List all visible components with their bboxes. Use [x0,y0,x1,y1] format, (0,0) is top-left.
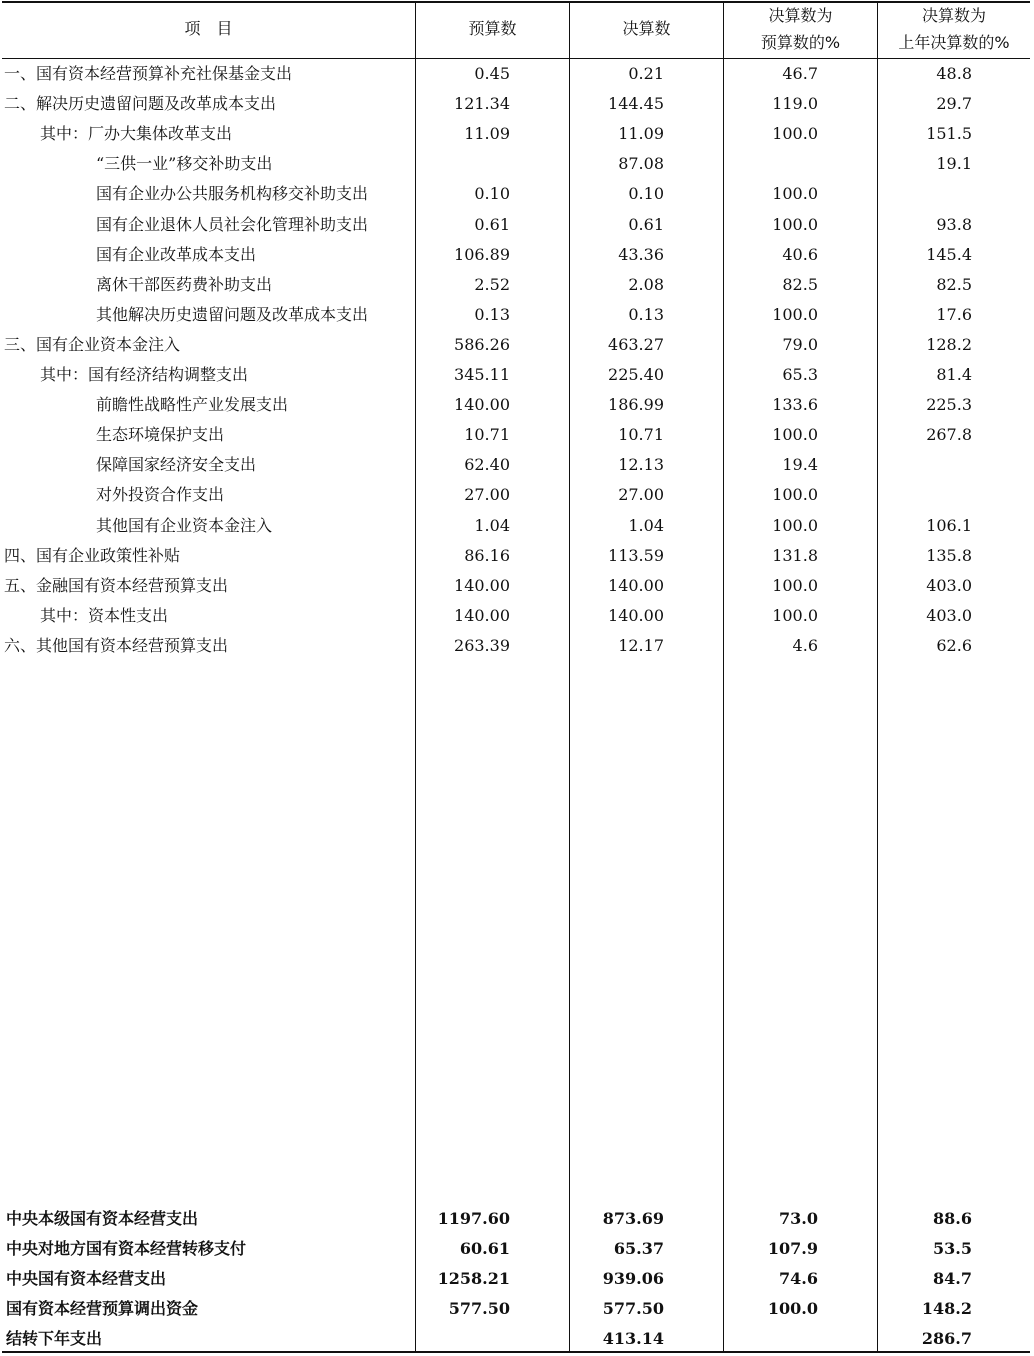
expenditure-table [2,1,1030,1354]
cell-actual: 0.21 [628,64,664,83]
table-row [2,480,1030,510]
row-label: 五、金融国有资本经营预算支出 [4,575,229,595]
table-row [2,360,1030,390]
cell-ratio-budget: 100.0 [772,515,818,535]
cell-actual: 225.40 [608,365,664,384]
table-row [2,240,1030,270]
table-row [2,631,1030,661]
table-row [2,1324,1030,1354]
row-label: 中央对地方国有资本经营转移支付 [6,1239,247,1259]
header-ratio-budget-line1: 决算数为 [768,6,833,25]
cell-ratio-prev: 19.1 [936,154,972,174]
table-row [2,511,1030,541]
cell-ratio-budget: 100.0 [772,485,818,505]
cell-ratio-budget: 65.3 [782,365,818,384]
cell-ratio-prev: 82.5 [936,274,972,294]
table-row [2,179,1030,209]
row-label: 中央国有资本经营支出 [6,1269,167,1289]
row-label: 结转下年支出 [6,1329,103,1349]
cell-budget: 140.00 [454,605,510,625]
row-label: 其中：厂办大集体改革支出 [40,124,233,144]
cell-budget: 27.00 [464,485,510,505]
cell-actual: 65.37 [613,1239,664,1259]
row-label: 国有企业办公共服务机构移交补助支出 [96,184,369,204]
table-row [2,1264,1030,1294]
cell-actual: 186.99 [608,395,664,415]
cell-actual: 113.59 [608,545,664,565]
row-label: 生态环境保护支出 [96,425,225,445]
table-row [2,119,1030,149]
row-label: 其他解决历史遗留问题及改革成本支出 [96,304,369,324]
cell-actual: 11.09 [618,124,664,144]
cell-budget: 586.26 [454,334,510,354]
header-budget: 预算数 [468,19,517,38]
cell-ratio-prev: 403.0 [926,605,972,625]
cell-actual: 463.27 [608,334,664,354]
cell-budget: 263.39 [454,635,510,655]
cell-actual: 10.71 [618,425,664,445]
cell-actual: 43.36 [618,244,664,264]
cell-ratio-budget: 40.6 [782,244,818,264]
row-label: 二、解决历史遗留问题及改革成本支出 [4,94,277,114]
cell-actual: 0.13 [628,304,664,324]
cell-ratio-prev: 29.7 [936,94,972,114]
cell-actual: 0.61 [628,214,664,234]
cell-ratio-prev: 48.8 [936,64,972,83]
table-row [2,149,1030,179]
row-label: 一、国有资本经营预算补充社保基金支出 [4,64,293,83]
table-row [2,1294,1030,1324]
cell-budget: 140.00 [454,395,510,415]
cell-ratio-budget: 4.6 [792,635,818,655]
cell-budget: 0.45 [474,64,510,83]
row-label: 中央本级国有资本经营支出 [6,1209,199,1228]
row-label: 六、其他国有资本经营预算支出 [4,635,229,655]
cell-ratio-prev: 267.8 [926,425,972,445]
cell-budget: 106.89 [454,244,510,264]
cell-ratio-prev: 286.7 [921,1329,972,1349]
cell-actual: 12.17 [618,635,664,655]
table-row [2,300,1030,330]
cell-ratio-budget: 100.0 [772,304,818,324]
table-row [2,59,1030,89]
cell-ratio-budget: 100.0 [772,124,818,144]
cell-actual: 12.13 [618,455,664,475]
cell-actual: 87.08 [618,154,664,174]
cell-budget: 345.11 [454,365,510,384]
row-label: 对外投资合作支出 [96,485,225,505]
header-actual: 决算数 [622,19,671,38]
cell-ratio-budget: 19.4 [782,455,818,475]
cell-ratio-budget: 131.8 [772,545,818,565]
header-ratio-prev-line2: 上年决算数的% [898,33,1010,52]
cell-budget: 0.61 [474,214,510,234]
table-row [2,89,1030,119]
table-row [2,330,1030,360]
cell-budget: 2.52 [474,274,510,294]
header-ratio-budget-line2: 预算数的% [760,33,841,52]
cell-budget: 140.00 [454,575,510,595]
cell-budget: 11.09 [464,124,510,144]
cell-ratio-budget: 79.0 [782,334,818,354]
row-label: 三、国有企业资本金注入 [4,334,181,354]
cell-ratio-prev: 128.2 [926,334,972,354]
cell-actual: 873.69 [602,1209,664,1228]
table-row [2,450,1030,480]
cell-ratio-prev: 225.3 [926,395,972,415]
row-label: 国有企业退休人员社会化管理补助支出 [96,214,369,234]
cell-ratio-budget: 46.7 [782,64,818,83]
cell-ratio-prev: 53.5 [933,1239,972,1259]
cell-budget: 1.04 [474,515,510,535]
cell-actual: 144.45 [608,94,664,114]
cell-budget: 0.10 [474,184,510,204]
cell-budget: 60.61 [459,1239,510,1259]
cell-ratio-budget: 82.5 [782,274,818,294]
row-label: 前瞻性战略性产业发展支出 [96,395,289,415]
cell-ratio-prev: 17.6 [936,304,972,324]
table-row [2,1234,1030,1264]
cell-ratio-prev: 151.5 [926,124,972,144]
row-label: 四、国有企业政策性补贴 [4,545,181,565]
cell-budget: 121.34 [454,94,510,114]
row-label: 国有企业改革成本支出 [96,244,257,264]
table-row [2,390,1030,420]
cell-actual: 2.08 [628,274,664,294]
cell-ratio-prev: 88.6 [933,1209,972,1228]
cell-ratio-budget: 119.0 [772,94,818,114]
cell-ratio-prev: 106.1 [926,515,972,535]
cell-budget: 1258.21 [437,1269,510,1289]
cell-actual: 140.00 [608,605,664,625]
cell-ratio-prev: 93.8 [936,214,972,234]
cell-actual: 413.14 [602,1329,664,1349]
cell-budget: 10.71 [464,425,510,445]
row-label: 保障国家经济安全支出 [96,455,257,475]
cell-ratio-prev: 84.7 [933,1269,972,1289]
row-label: 国有资本经营预算调出资金 [6,1299,199,1319]
cell-ratio-prev: 135.8 [926,545,972,565]
cell-ratio-budget: 100.0 [767,1299,818,1319]
cell-ratio-budget: 133.6 [772,395,818,415]
row-label: “三供一业”移交补助支出 [96,154,273,174]
cell-actual: 1.04 [628,515,664,535]
cell-ratio-budget: 100.0 [772,184,818,204]
cell-ratio-prev: 148.2 [921,1299,972,1319]
cell-actual: 0.10 [628,184,664,204]
cell-budget: 62.40 [464,455,510,475]
cell-ratio-prev: 62.6 [936,635,972,655]
header-ratio-prev-line1: 决算数为 [921,6,986,25]
table-row [2,601,1030,631]
table-row [2,1204,1030,1234]
cell-actual: 939.06 [602,1269,664,1289]
cell-ratio-budget: 100.0 [772,575,818,595]
cell-ratio-prev: 403.0 [926,575,972,595]
header-item: 项 目 [184,19,233,38]
table-row [2,210,1030,240]
table-row [2,571,1030,601]
cell-ratio-budget: 73.0 [779,1209,818,1228]
cell-ratio-prev: 81.4 [936,365,972,384]
table-row [2,541,1030,571]
table-row [2,420,1030,450]
row-label: 其中：资本性支出 [40,605,169,625]
cell-budget: 577.50 [448,1299,510,1319]
cell-actual: 140.00 [608,575,664,595]
cell-ratio-budget: 100.0 [772,425,818,445]
cell-ratio-prev: 145.4 [926,244,972,264]
cell-actual: 27.00 [618,485,664,505]
cell-actual: 577.50 [602,1299,664,1319]
row-label: 离休干部医药费补助支出 [96,274,273,294]
cell-budget: 1197.60 [437,1209,510,1228]
cell-budget: 0.13 [474,304,510,324]
cell-ratio-budget: 74.6 [779,1269,818,1289]
row-label: 其他国有企业资本金注入 [96,515,273,535]
cell-ratio-budget: 100.0 [772,214,818,234]
row-label: 其中：国有经济结构调整支出 [40,365,249,384]
cell-ratio-budget: 107.9 [767,1239,818,1259]
cell-budget: 86.16 [464,545,510,565]
table-row [2,270,1030,300]
cell-ratio-budget: 100.0 [772,605,818,625]
